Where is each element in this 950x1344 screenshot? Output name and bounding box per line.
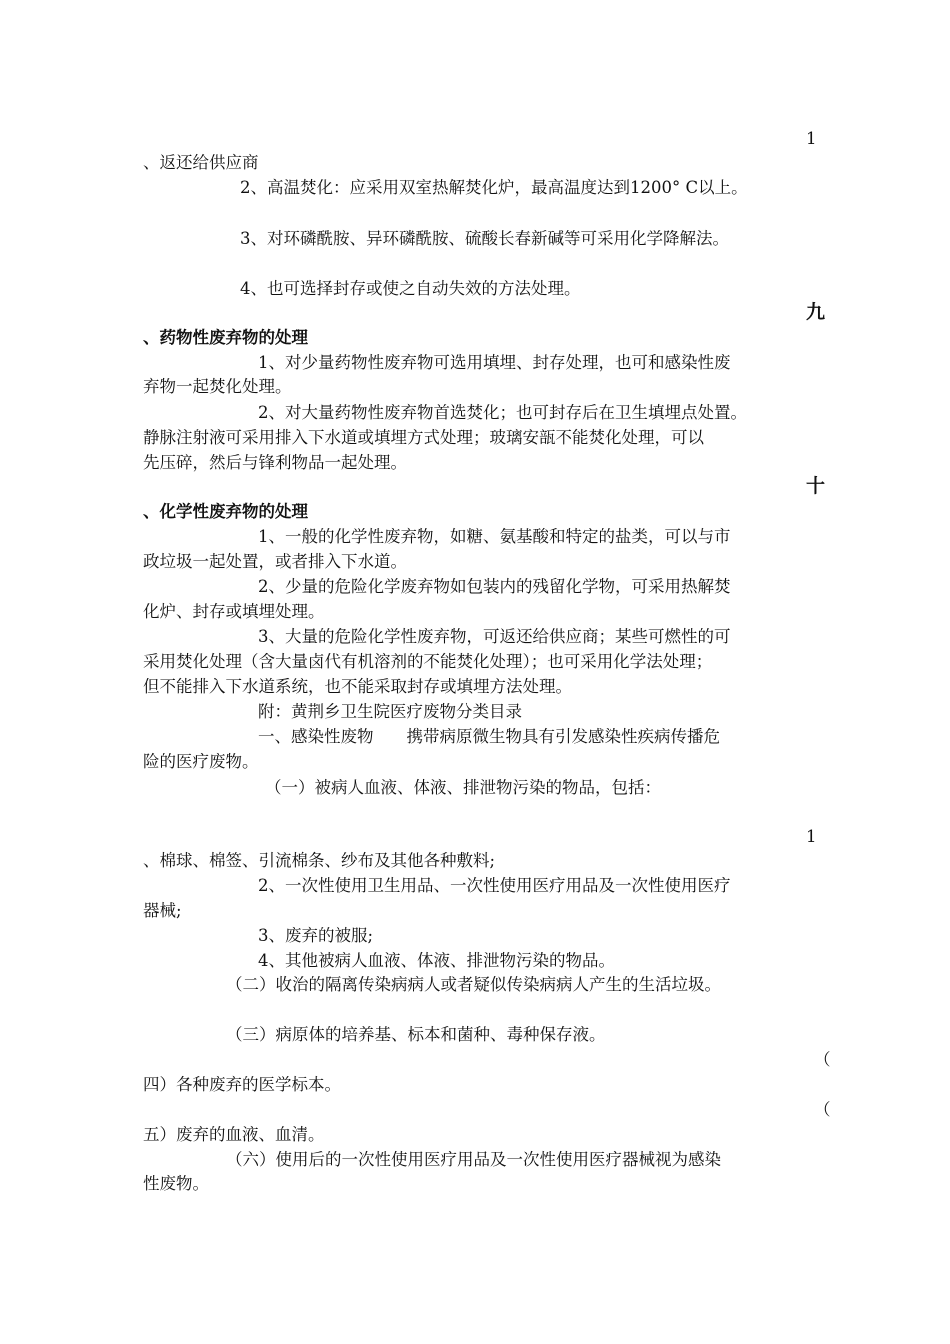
appendix-title: 附：黄荆乡卫生院医疗废物分类目录 <box>258 702 522 721</box>
text-line: 4、其他被病人血液、体液、排泄物污染的物品。 <box>258 951 615 970</box>
text-line: 4、也可选择封存或使之自动失效的方法处理。 <box>240 279 581 298</box>
text-line: 3、对环磷酰胺、异环磷酰胺、硫酸长春新碱等可采用化学降解法。 <box>240 229 729 248</box>
text-line: 化炉、封存或填埋处理。 <box>143 602 325 621</box>
text-line: 先压碎，然后与锋利物品一起处理。 <box>143 453 407 472</box>
text-line: 3、大量的危险化学性废弃物，可返还给供应商；某些可燃性的可 <box>258 627 731 646</box>
text-line: 一、感染性废物 携带病原微生物具有引发感染性疾病传播危 <box>258 727 720 746</box>
text-line: （ <box>814 1100 831 1119</box>
text-line: 险的医疗废物。 <box>143 752 259 771</box>
text-line: 弃物一起焚化处理。 <box>143 377 292 396</box>
section-number: 九 <box>806 301 826 323</box>
text-line: 四）各种废弃的医学标本。 <box>143 1075 341 1094</box>
text-line: 、返还给供应商 <box>143 153 259 172</box>
text-line: 政垃圾一起处置，或者排入下水道。 <box>143 552 407 571</box>
text-line: 2、一次性使用卫生用品、一次性使用医疗用品及一次性使用医疗 <box>258 876 731 895</box>
text-line: 静脉注射液可采用排入下水道或填埋方式处理；玻璃安瓿不能焚化处理，可以 <box>143 428 704 447</box>
list-number: 1 <box>806 129 817 148</box>
section-number: 十 <box>806 475 826 497</box>
text-line: 3、废弃的被服; <box>258 926 374 945</box>
text-line: 、棉球、棉签、引流棉条、纱布及其他各种敷料; <box>143 851 496 870</box>
text-line: 2、对大量药物性废弃物首选焚化；也可封存后在卫生填埋点处置。 <box>258 403 747 422</box>
text-line: （六）使用后的一次性使用医疗用品及一次性使用医疗器械视为感染 <box>226 1150 721 1169</box>
text-line: 五）废弃的血液、血清。 <box>143 1125 325 1144</box>
text-line: 1、对少量药物性废弃物可选用填埋、封存处理，也可和感染性废 <box>258 353 731 372</box>
text-line: （ <box>814 1050 831 1069</box>
text-line: （三）病原体的培养基、标本和菌种、毒种保存液。 <box>226 1025 606 1044</box>
text-line: 2、高温焚化：应采用双室热解焚化炉，最高温度达到1200° C以上。 <box>240 178 748 197</box>
text-line: （二）收治的隔离传染病病人或者疑似传染病病人产生的生活垃圾。 <box>226 975 721 994</box>
list-number: 1 <box>806 827 817 846</box>
text-line: 但不能排入下水道系统，也不能采取封存或填埋方法处理。 <box>143 677 572 696</box>
text-line: 采用焚化处理（含大量卤代有机溶剂的不能焚化处理）；也可采用化学法处理； <box>143 652 713 671</box>
section-heading: 、化学性废弃物的处理 <box>143 502 308 521</box>
text-line: 1、一般的化学性废弃物，如糖、氨基酸和特定的盐类，可以与市 <box>258 527 731 546</box>
text-line: （一）被病人血液、体液、排泄物污染的物品，包括： <box>265 778 661 797</box>
text-line: 性废物。 <box>143 1174 209 1193</box>
text-line: 2、少量的危险化学废弃物如包装内的残留化学物，可采用热解焚 <box>258 577 731 596</box>
text-line: 器械; <box>143 901 182 920</box>
section-heading: 、药物性废弃物的处理 <box>143 328 308 347</box>
